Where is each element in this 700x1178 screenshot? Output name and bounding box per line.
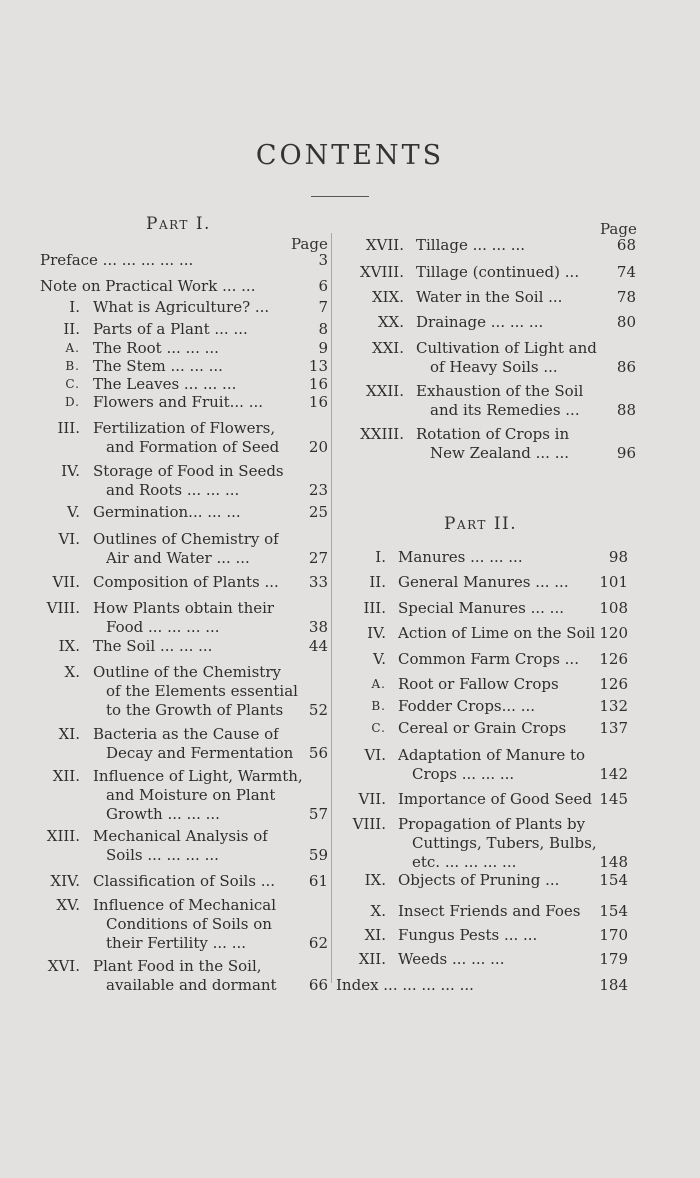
toc-entry-title: Composition of Plants ... <box>93 573 279 591</box>
toc-entry-title: What is Agriculture? ... <box>93 298 270 316</box>
toc-entry-number: X. <box>64 663 80 681</box>
toc-entry-title: The Soil ... ... ... <box>93 637 213 655</box>
toc-entry-number: XXIII. <box>360 425 404 443</box>
toc-entry-number: XIX. <box>371 288 404 306</box>
toc-entry-title: Influence of Light, Warmth, <box>93 767 303 785</box>
toc-entry-title-continued: available and dormant <box>106 976 277 994</box>
toc-entry-title: General Manures ... ... <box>398 573 569 591</box>
toc-entry-number: B. <box>371 699 386 713</box>
toc-entry-title: Importance of Good Seed <box>398 790 593 808</box>
toc-entry-number: XVIII. <box>359 263 404 281</box>
toc-entry-page: 154 <box>599 871 628 889</box>
toc-entry-number: II. <box>369 573 386 591</box>
toc-entry-page: 9 <box>318 339 328 357</box>
toc-entry-number: IX. <box>364 871 386 889</box>
toc-entry-number: XII. <box>52 767 80 785</box>
toc-entry-title: The Leaves ... ... ... <box>93 375 237 393</box>
toc-entry-title: Classification of Soils ... <box>93 872 276 890</box>
toc-entry-title-continued: Decay and Fermentation <box>106 744 294 762</box>
toc-entry-page: 80 <box>616 313 636 331</box>
toc-entry-page: 68 <box>616 236 636 254</box>
part-heading-numeral: II. <box>493 514 518 534</box>
toc-entry-page: 126 <box>599 650 628 668</box>
toc-entry-title: Mechanical Analysis of <box>93 827 268 845</box>
toc-entry-page: 13 <box>308 357 328 375</box>
toc-entry-number: VII. <box>52 573 80 591</box>
toc-entry-title: Storage of Food in Seeds <box>93 462 284 480</box>
toc-entry-page: 108 <box>599 599 628 617</box>
toc-entry-title: Common Farm Crops ... <box>398 650 579 668</box>
page-title: CONTENTS <box>255 140 445 171</box>
toc-entry-title-continued: of the Elements essential <box>106 682 298 700</box>
toc-entry-page: 96 <box>616 444 636 462</box>
toc-entry-number: XV. <box>56 896 80 914</box>
toc-entry-page: 16 <box>308 393 328 411</box>
toc-entry-title: Insect Friends and Foes <box>398 902 581 920</box>
toc-entry-title-continued: New Zealand ... ... <box>430 444 569 462</box>
toc-entry-page: 6 <box>318 277 328 295</box>
toc-entry-page: 145 <box>599 790 628 808</box>
toc-entry-page: 148 <box>599 853 628 871</box>
toc-entry-page: 137 <box>599 719 628 737</box>
toc-entry-page: 179 <box>599 950 628 968</box>
part-heading-word: Part <box>444 514 487 534</box>
toc-entry-number: XVI. <box>47 957 80 975</box>
toc-entry-title: The Stem ... ... ... <box>93 357 223 375</box>
toc-entry-title: Influence of Mechanical <box>93 896 277 914</box>
toc-entry-title: Outlines of Chemistry of <box>93 530 279 548</box>
toc-entry-title: Fertilization of Flowers, <box>93 419 276 437</box>
toc-entry-title-continued: etc. ... ... ... ... <box>412 853 517 871</box>
toc-entry-title-continued: their Fertility ... ... <box>106 934 247 952</box>
toc-entry-page: 132 <box>599 697 628 715</box>
toc-entry-page: 3 <box>318 251 328 269</box>
toc-entry-page: 170 <box>599 926 628 944</box>
toc-entry-title: Fodder Crops... ... <box>398 697 535 715</box>
part-heading-numeral: I. <box>195 214 211 234</box>
toc-entry-title-continued: and Formation of Seed <box>106 438 280 456</box>
toc-entry-number: XI. <box>58 725 80 743</box>
toc-entry-title: Water in the Soil ... <box>416 288 563 306</box>
toc-entry-title: Outline of the Chemistry <box>93 663 281 681</box>
toc-entry-number: V. <box>373 650 386 668</box>
toc-entry-title-continued: Food ... ... ... ... <box>106 618 220 636</box>
toc-entry-page: 7 <box>318 298 328 316</box>
toc-entry-page: 57 <box>308 805 328 823</box>
part-heading-2 <box>444 514 517 534</box>
toc-entry-title-continued: of Heavy Soils ... <box>430 358 558 376</box>
toc-entry-number: III. <box>363 599 386 617</box>
toc-entry-number: VII. <box>358 790 386 808</box>
toc-entry-page: 126 <box>599 675 628 693</box>
toc-entry-title: Manures ... ... ... <box>398 548 523 566</box>
toc-entry-number: XX. <box>377 313 404 331</box>
toc-entry-page: 101 <box>599 573 628 591</box>
toc-entry-page: 120 <box>599 624 628 642</box>
toc-entry-title: Propagation of Plants by <box>398 815 586 833</box>
toc-entry-title-continued: Conditions of Soils on <box>106 915 272 933</box>
toc-entry-page: 23 <box>308 481 328 499</box>
toc-entry-page: 27 <box>308 549 328 567</box>
toc-entry-title: How Plants obtain their <box>93 599 275 617</box>
toc-entry-number: X. <box>370 902 386 920</box>
toc-entry-title-continued: Soils ... ... ... ... <box>106 846 219 864</box>
toc-entry-page: 98 <box>608 548 628 566</box>
toc-entry-title: Parts of a Plant ... ... <box>93 320 248 338</box>
toc-entry-number: A. <box>65 341 80 355</box>
toc-entry-title: Rotation of Crops in <box>416 425 570 443</box>
page-column-label-left: Page <box>291 235 328 253</box>
toc-entry-page: 66 <box>308 976 328 994</box>
toc-entry-number: XIII. <box>46 827 80 845</box>
toc-entry-page: 38 <box>308 618 328 636</box>
toc-entry-number: IV. <box>61 462 80 480</box>
toc-entry-title: Tillage ... ... ... <box>416 236 526 254</box>
toc-entry-title: Action of Lime on the Soil <box>398 624 596 642</box>
toc-entry-title-continued: to the Growth of Plants <box>106 701 284 719</box>
toc-entry-number: XXI. <box>371 339 404 357</box>
toc-entry-number: XII. <box>358 950 386 968</box>
toc-entry-title: Root or Fallow Crops <box>398 675 559 693</box>
toc-entry-title: Note on Practical Work ... ... <box>40 277 256 295</box>
toc-entry-number: C. <box>65 377 80 391</box>
part-heading-word: Part <box>146 214 189 234</box>
toc-entry-page: 78 <box>616 288 636 306</box>
toc-entry-page: 16 <box>308 375 328 393</box>
toc-entry-title: Adaptation of Manure to <box>398 746 586 764</box>
toc-entry-title-continued: Crops ... ... ... <box>412 765 515 783</box>
toc-entry-title-continued: Growth ... ... ... <box>106 805 220 823</box>
toc-entry-number: VIII. <box>352 815 386 833</box>
toc-entry-number: IX. <box>58 637 80 655</box>
toc-entry-page: 44 <box>308 637 328 655</box>
toc-entry-title: Special Manures ... ... <box>398 599 564 617</box>
toc-entry-title: Index ... ... ... ... ... <box>336 976 474 994</box>
toc-entry-number: III. <box>57 419 80 437</box>
toc-entry-title: Exhaustion of the Soil <box>416 382 584 400</box>
toc-entry-number: II. <box>63 320 80 338</box>
toc-entry-title-continued: and Moisture on Plant <box>106 786 276 804</box>
toc-entry-title: Germination... ... ... <box>93 503 241 521</box>
toc-entry-number: IV. <box>367 624 386 642</box>
toc-entry-page: 184 <box>599 976 628 994</box>
toc-entry-page: 8 <box>318 320 328 338</box>
toc-entry-title: Fungus Pests ... ... <box>398 926 538 944</box>
toc-entry-title: Weeds ... ... ... <box>398 950 505 968</box>
toc-entry-page: 52 <box>308 701 328 719</box>
toc-entry-page: 88 <box>616 401 636 419</box>
toc-entry-title: Cereal or Grain Crops <box>398 719 567 737</box>
toc-entry-title: Preface ... ... ... ... ... <box>40 251 194 269</box>
toc-entry-title-continued: and Roots ... ... ... <box>106 481 240 499</box>
toc-entry-page: 25 <box>308 503 328 521</box>
toc-entry-page: 56 <box>308 744 328 762</box>
toc-entry-title: Drainage ... ... ... <box>416 313 544 331</box>
toc-entry-number: VIII. <box>46 599 80 617</box>
toc-entry-number: V. <box>67 503 80 521</box>
toc-entry-number: XIV. <box>50 872 80 890</box>
toc-entry-title: The Root ... ... ... <box>93 339 219 357</box>
toc-entry-page: 62 <box>308 934 328 952</box>
toc-entry-title-continued: Cuttings, Tubers, Bulbs, <box>412 834 597 852</box>
toc-entry-title: Bacteria as the Cause of <box>93 725 279 743</box>
toc-entry-title: Flowers and Fruit... ... <box>93 393 264 411</box>
toc-entry-page: 59 <box>308 846 328 864</box>
toc-entry-number: XVII. <box>365 236 404 254</box>
toc-entry-number: D. <box>64 395 80 409</box>
toc-entry-number: XXII. <box>366 382 404 400</box>
toc-entry-number: VI. <box>364 746 386 764</box>
toc-entry-page: 33 <box>308 573 328 591</box>
toc-entry-title: Plant Food in the Soil, <box>93 957 262 975</box>
page-column-label-right: Page <box>600 220 637 238</box>
toc-entry-page: 154 <box>599 902 628 920</box>
toc-entry-number: A. <box>371 677 386 691</box>
title-rule <box>311 196 369 197</box>
toc-entry-number: C. <box>371 721 386 735</box>
toc-entry-page: 86 <box>616 358 636 376</box>
toc-entry-title: Cultivation of Light and <box>416 339 597 357</box>
toc-entry-title: Tillage (continued) ... <box>416 263 580 281</box>
toc-entry-page: 142 <box>599 765 628 783</box>
toc-entry-number: B. <box>65 359 80 373</box>
toc-entry-number: XI. <box>364 926 386 944</box>
toc-entry-page: 20 <box>308 438 328 456</box>
toc-entry-page: 61 <box>308 872 328 890</box>
toc-entry-page: 74 <box>616 263 636 281</box>
toc-entry-number: VI. <box>58 530 80 548</box>
toc-entry-title-continued: Air and Water ... ... <box>106 549 250 567</box>
toc-entry-number: I. <box>375 548 386 566</box>
toc-entry-title: Objects of Pruning ... <box>398 871 560 889</box>
part-heading-1 <box>146 214 211 234</box>
toc-entry-number: I. <box>69 298 80 316</box>
toc-entry-title-continued: and its Remedies ... <box>430 401 580 419</box>
